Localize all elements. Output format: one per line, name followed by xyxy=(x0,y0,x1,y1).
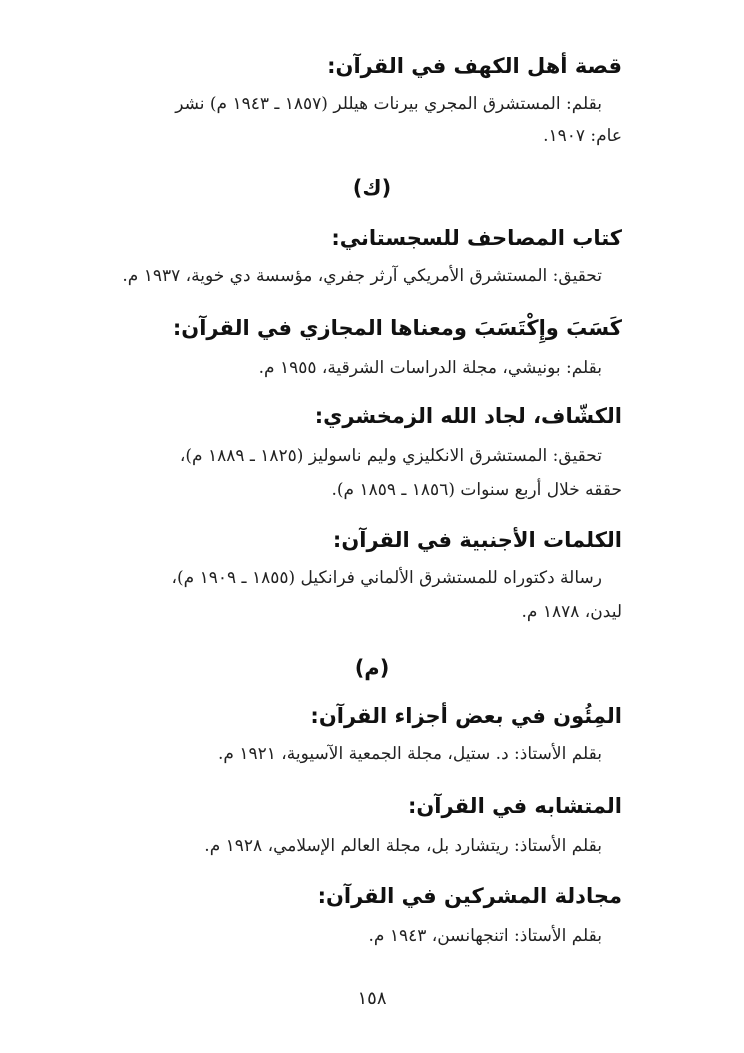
section-letter-mim: (م) xyxy=(354,656,390,680)
entry-body-line: عام: ١٩٠٧. xyxy=(543,126,622,146)
entry-title-al-mutashabih: المتشابه في القرآن: xyxy=(407,794,622,818)
entry-body-line: بقلم: بونيشي، مجلة الدراسات الشرقية، ١٩٥٥ م. xyxy=(258,358,602,378)
entry-title-mujadalat: مجادلة المشركين في القرآن: xyxy=(317,884,622,908)
entry-body-line: بقلم الأستاذ: د. ستيل، مجلة الجمعية الآسيوية، ١٩٢١ م. xyxy=(218,744,602,764)
entry-title-foreign-words: الكلمات الأجنبية في القرآن: xyxy=(332,528,622,552)
entry-title-al-miun: المِئُون في بعض أجزاء القرآن: xyxy=(310,704,622,728)
entry-body-line: تحقيق: المستشرق الأمريكي آرثر جفري، مؤسسة دي خوية، ١٩٣٧ م. xyxy=(122,266,602,286)
entry-body-line: ليدن، ١٨٧٨ م. xyxy=(521,602,622,622)
page-number: ١٥٨ xyxy=(357,988,387,1009)
section-letter-kaf: (ك) xyxy=(352,176,392,200)
entry-body-line: حققه خلال أربع سنوات (١٨٥٦ ـ ١٨٥٩ م). xyxy=(331,480,622,500)
entry-body-line: تحقيق: المستشرق الانكليزي وليم ناسوليز (١٨٢٥ ـ ١٨٨٩ م)، xyxy=(179,446,602,466)
entry-title-ahl-al-kahf: قصة أهل الكهف في القرآن: xyxy=(327,54,622,78)
entry-body-line: بقلم الأستاذ: ريتشارد بل، مجلة العالم الإسلامي، ١٩٢٨ م. xyxy=(204,836,602,856)
entry-body-line: بقلم: المستشرق المجري بيرنات هيللر (١٨٥٧ ـ ١٩٤٣ م) نشر xyxy=(175,94,602,114)
entry-body-line: رسالة دكتوراه للمستشرق الألماني فرانكيل (١٨٥٥ ـ ١٩٠٩ م)، xyxy=(171,568,602,588)
entry-title-kitab-al-masahif: كتاب المصاحف للسجستاني: xyxy=(331,226,622,250)
entry-body-line: بقلم الأستاذ: اتنجهانسن، ١٩٤٣ م. xyxy=(368,926,602,946)
entry-title-al-kashshaf: الكشّاف، لجاد الله الزمخشري: xyxy=(314,404,622,428)
entry-title-kasaba: كَسَبَ وإِكْتَسَبَ ومعناها المجازي في القرآن: xyxy=(172,316,622,340)
